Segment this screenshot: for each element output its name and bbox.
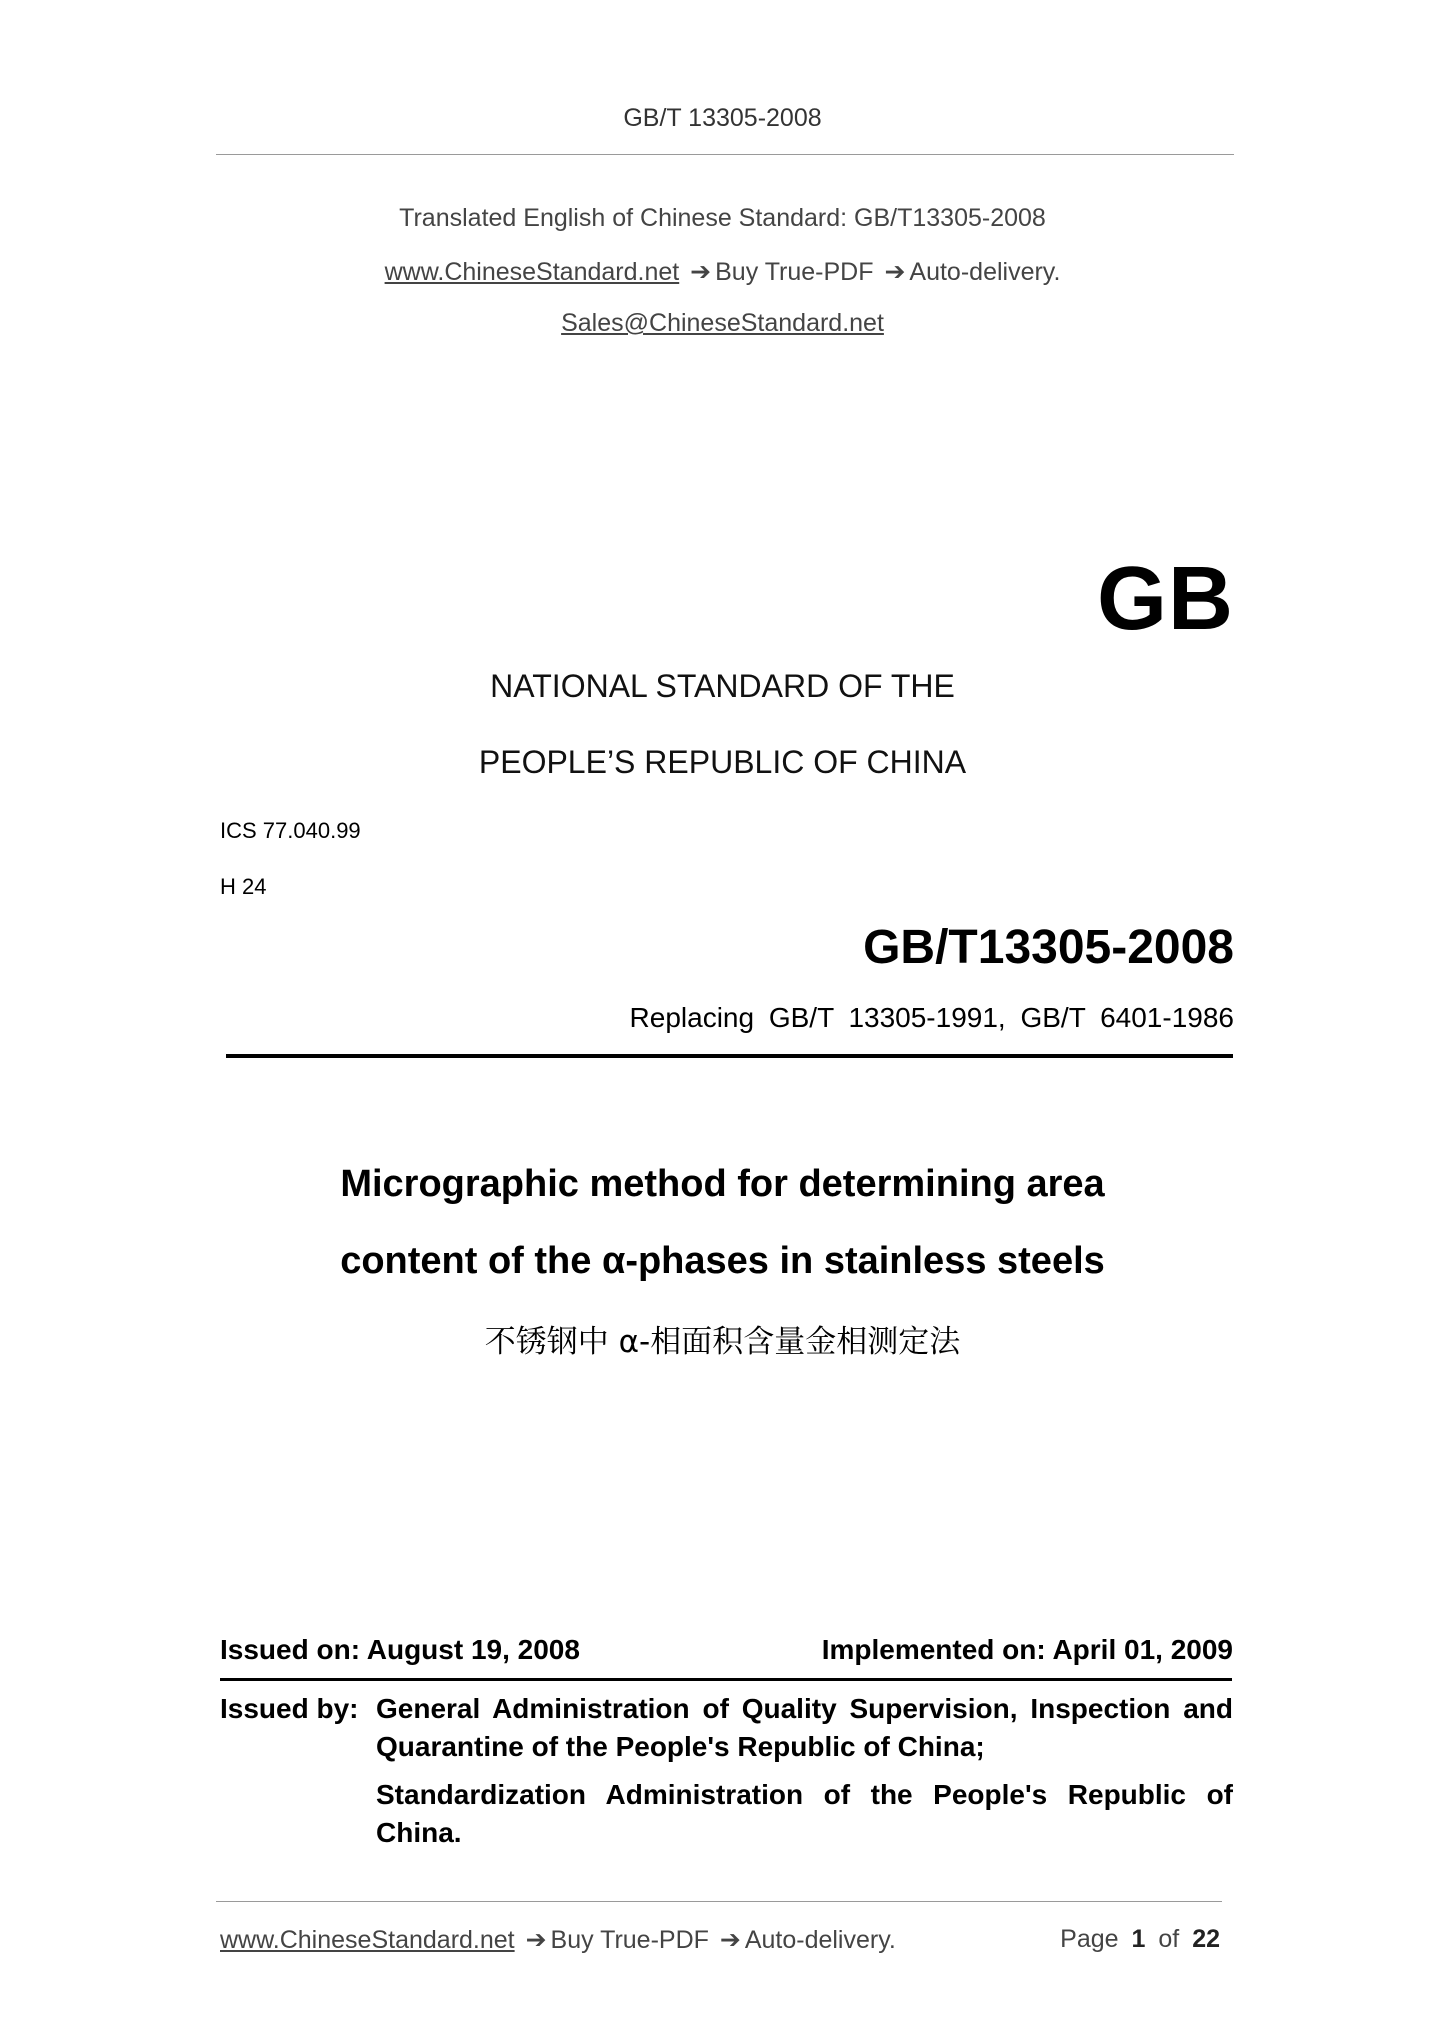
page-label: Page [1060, 1925, 1119, 1953]
translation-notice: Translated English of Chinese Standard: GB/T13305-2008 [399, 204, 1046, 232]
page-current: 1 [1131, 1925, 1146, 1953]
right-arrow-icon: ➔ [884, 258, 906, 286]
buy-true-pdf-text: Buy True-PDF [715, 258, 874, 286]
standard-number: GB/T13305-2008 [863, 921, 1234, 974]
page-of-label: of [1158, 1925, 1180, 1953]
national-standard-line2: PEOPLE’S REPUBLIC OF CHINA [478, 744, 967, 780]
issued-by-block [220, 1690, 1233, 1852]
page-indicator [1060, 1925, 1220, 1954]
running-header-title: GB/T 13305-2008 [623, 104, 822, 132]
footer-buy-text: Buy True-PDF [550, 1926, 709, 1954]
issued-by-org2: Standardization Administration of the People's Republic of China. [376, 1779, 1233, 1848]
footer-delivery-text: Auto-delivery. [744, 1926, 896, 1954]
implemented-on-date: Implemented on: April 01, 2009 [821, 1634, 1233, 1665]
footer-divider [216, 1901, 1222, 1902]
dates-divider [220, 1678, 1232, 1681]
issued-by-org1: General Administration of Quality Supervision, Inspection and Quarantine of the People's Republic of China; [376, 1693, 1233, 1762]
footer-promo [220, 1925, 896, 1955]
sales-email-link[interactable]: Sales@ChineseStandard.net [561, 309, 884, 337]
email-line [0, 309, 1445, 338]
ccs-code: H 24 [220, 874, 267, 899]
right-arrow-icon: ➔ [525, 1926, 547, 1954]
title-english-line2: content of the α-phases in stainless steels [340, 1240, 1105, 1282]
promo-purchase-line [0, 257, 1445, 287]
footer-site-link[interactable]: www.ChineseStandard.net [220, 1926, 515, 1954]
header-divider [216, 154, 1234, 155]
right-arrow-icon: ➔ [719, 1926, 741, 1954]
title-chinese: 不锈钢中 α-相面积含量金相测定法 [484, 1324, 961, 1360]
standard-number-divider [226, 1054, 1233, 1058]
issued-by-label: Issued by: [220, 1693, 359, 1724]
title-english-line1: Micrographic method for determining area [340, 1163, 1105, 1205]
replacing-standards: Replacing GB/T 13305-1991, GB/T 6401-1986 [629, 1002, 1234, 1033]
ics-code: ICS 77.040.99 [220, 818, 361, 843]
gb-mark: GB [1097, 549, 1234, 649]
auto-delivery-text: Auto-delivery. [909, 258, 1061, 286]
site-link[interactable]: www.ChineseStandard.net [384, 258, 680, 286]
issued-on-date: Issued on: August 19, 2008 [220, 1634, 580, 1665]
page-total: 22 [1192, 1925, 1220, 1953]
national-standard-line1: NATIONAL STANDARD OF THE [490, 668, 955, 704]
right-arrow-icon: ➔ [690, 258, 712, 286]
